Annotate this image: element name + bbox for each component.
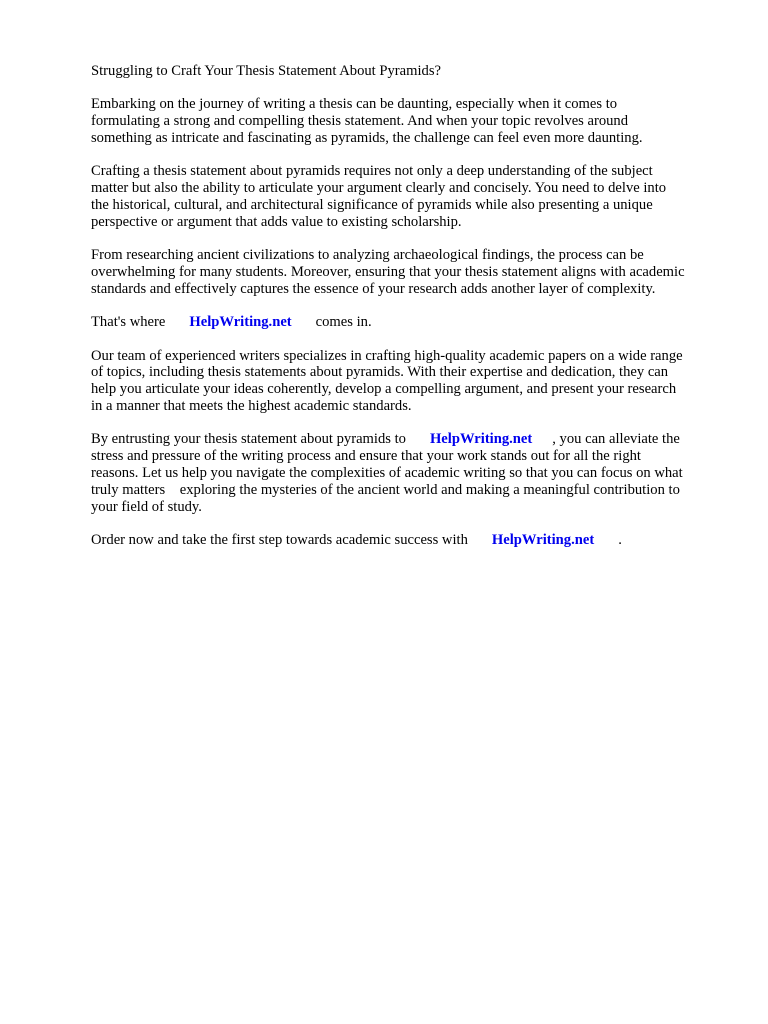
paragraph-2	[91, 163, 731, 230]
paragraph-line: help you articulate your ideas coherently, develop a compelling argument, and present your research	[91, 381, 677, 398]
paragraph-line: in a manner that meets the highest academic standards.	[91, 397, 412, 414]
paragraph-line: matter but also the ability to articulate your argument clearly and concisely. You need to delve into	[91, 180, 667, 197]
paragraph-5	[91, 348, 731, 415]
text-before-link: Order now and take the first step towards academic success with	[91, 531, 468, 548]
paragraph-7	[91, 532, 731, 549]
document-page	[91, 63, 731, 565]
paragraph-6	[91, 431, 731, 515]
text-after-link: , you can alleviate the	[552, 431, 680, 448]
paragraph-3	[91, 247, 731, 297]
paragraph-line	[91, 431, 731, 448]
helpwriting-link[interactable]: HelpWriting.net	[491, 531, 595, 548]
paragraph-line: From researching ancient civilizations to analyzing archaeological findings, the process can be	[91, 247, 644, 264]
paragraph-line: Our team of experienced writers specializes in crafting high-quality academic papers on a wide range	[91, 347, 683, 364]
helpwriting-link[interactable]: HelpWriting.net	[429, 431, 533, 448]
paragraph-line: Crafting a thesis statement about pyramids requires not only a deep understanding of the subject	[91, 163, 653, 180]
paragraph-line: Embarking on the journey of writing a thesis can be daunting, especially when it comes to	[91, 96, 618, 113]
paragraph-line: something as intricate and fascinating as pyramids, the challenge can feel even more daunting.	[91, 129, 643, 146]
paragraph-line: the historical, cultural, and architectural significance of pyramids while also presenting a unique	[91, 196, 653, 213]
text-after-link: .	[618, 531, 622, 548]
paragraph-line: overwhelming for many students. Moreover, ensuring that your thesis statement aligns with academic	[91, 263, 685, 280]
title-text: Struggling to Craft Your Thesis Statement About Pyramids?	[91, 63, 441, 79]
paragraph-1	[91, 96, 731, 146]
paragraph-line: of topics, including thesis statements about pyramids. With their expertise and dedication, they can	[91, 364, 669, 381]
paragraph-line: stress and pressure of the writing process and ensure that your work stands out for all the right	[91, 448, 641, 465]
paragraph-line: formulating a strong and compelling thesis statement. And when your topic revolves around	[91, 113, 629, 130]
text-before-link: That's where	[91, 314, 166, 331]
paragraph-line	[91, 532, 731, 549]
text-before-link: By entrusting your thesis statement about pyramids to	[91, 431, 406, 448]
paragraph-line: perspective or argument that adds value to existing scholarship.	[91, 213, 462, 230]
document-title	[91, 63, 731, 80]
text-after-link: comes in.	[315, 314, 372, 331]
paragraph-line	[91, 314, 731, 331]
helpwriting-link[interactable]: HelpWriting.net	[189, 314, 292, 331]
paragraph-line: your field of study.	[91, 498, 202, 515]
paragraph-line: standards and effectively captures the essence of your research adds another layer of complexity.	[91, 280, 656, 297]
paragraph-4	[91, 314, 731, 331]
paragraph-line: reasons. Let us help you navigate the complexities of academic writing so that you can focus on what	[91, 464, 683, 481]
paragraph-line: truly matters exploring the mysteries of the ancient world and making a meaningful contribution to	[91, 481, 680, 498]
